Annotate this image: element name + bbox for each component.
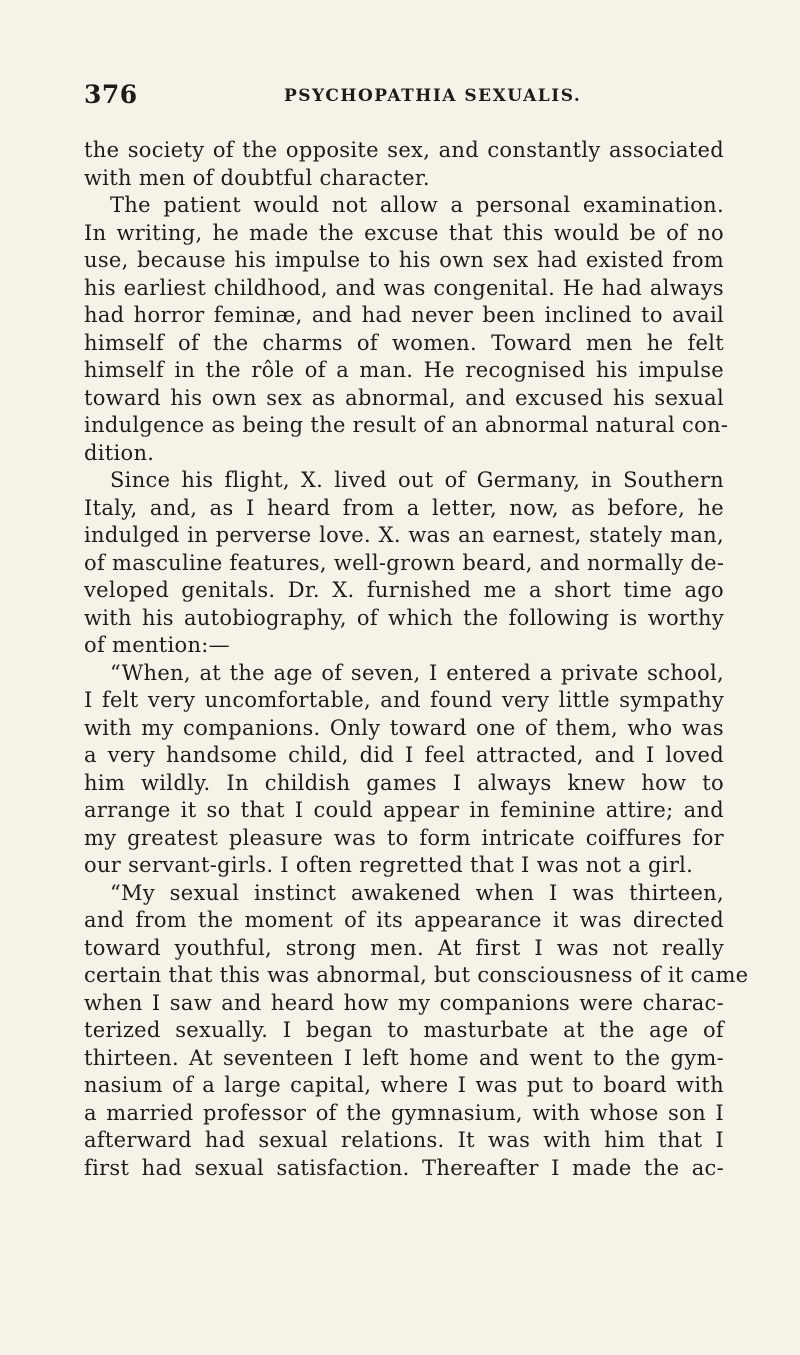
text-line: The patient would not allow a personal examination. (110, 193, 724, 217)
text-line: indulgence as being the result of an abnormal natural con- (84, 413, 729, 437)
text-line: with men of doubtful character. (84, 165, 430, 190)
text-line: his earliest childhood, and was congenital. He had always (84, 275, 724, 300)
text-line: I felt very uncomfortable, and found very little sympathy (84, 688, 724, 712)
text-line: “My sexual instinct awakened when I was thirteen, (110, 880, 724, 905)
text-line: “When, at the age of seven, I entered a private school, (110, 660, 724, 685)
text-line: our servant-girls. I often regretted that I was not a girl. (84, 853, 694, 877)
text-line: had horror feminæ, and had never been inclined to avail (84, 303, 724, 327)
page-number: 376 (84, 80, 138, 109)
text-line: Italy, and, as I heard from a letter, now, as before, he (84, 495, 724, 520)
text-line: first had sexual satisfaction. Thereafter I made the ac- (84, 1155, 724, 1180)
text-line: afterward had sexual relations. It was with him that I (84, 1128, 724, 1152)
body-text (84, 137, 749, 1182)
text-line: himself of the charms of women. Toward men he felt (84, 330, 724, 355)
text-line: indulged in perverse love. X. was an earnest, stately man, (84, 523, 724, 547)
text-line: the society of the opposite sex, and constantly associated (84, 138, 724, 162)
text-line: himself in the rôle of a man. He recognised his impulse (84, 358, 724, 382)
text-line: certain that this was abnormal, but consciousness of it came (84, 963, 749, 987)
text-line: a married professor of the gymnasium, with whose son I (84, 1100, 724, 1125)
text-line: dition. (84, 440, 155, 465)
text-line: and from the moment of its appearance it was directed (84, 908, 724, 932)
text-line: veloped genitals. Dr. X. furnished me a short time ago (84, 578, 724, 602)
text-line: of masculine features, well-grown beard, and normally de- (84, 550, 725, 575)
text-line: In writing, he made the excuse that this would be of no (84, 220, 724, 245)
text-line: thirteen. At seventeen I left home and went to the gym- (84, 1045, 724, 1070)
page-header (84, 80, 724, 114)
text-line: with his autobiography, of which the following is worthy (84, 605, 724, 630)
running-title: PSYCHOPATHIA SEXUALIS. (284, 86, 582, 106)
text-line: toward his own sex as abnormal, and excused his sexual (84, 385, 724, 410)
text-line: terized sexually. I began to masturbate at the age of (84, 1018, 724, 1042)
text-line: when I saw and heard how my companions were charac- (84, 990, 724, 1015)
text-line: nasium of a large capital, where I was put to board with (84, 1073, 724, 1097)
text-line: of mention:— (84, 633, 230, 657)
text-line: him wildly. In childish games I always knew how to (84, 770, 724, 795)
text-line: with my companions. Only toward one of them, who was (84, 715, 724, 740)
text-line: use, because his impulse to his own sex had existed from (84, 248, 724, 272)
text-line: toward youthful, strong men. At first I was not really (84, 935, 724, 960)
text-line: arrange it so that I could appear in feminine attire; and (84, 798, 724, 822)
text-line: my greatest pleasure was to form intricate coiffures for (84, 825, 724, 850)
text-line: a very handsome child, did I feel attracted, and I loved (84, 743, 724, 767)
text-line: Since his flight, X. lived out of Germany, in Southern (110, 468, 724, 492)
